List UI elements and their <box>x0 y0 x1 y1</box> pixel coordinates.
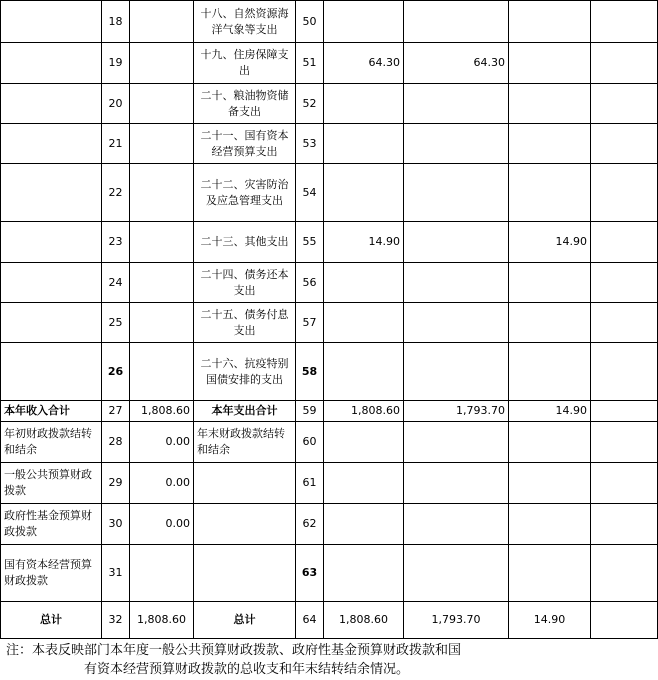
table-row <box>1 343 658 401</box>
state-capital-budget-amount <box>591 43 658 84</box>
general-budget-amount <box>404 263 509 303</box>
table-row <box>1 422 658 463</box>
expense-line-number: 64 <box>296 602 324 639</box>
income-item-cell <box>1 222 102 263</box>
expense-item-cell: 二十二、灾害防治及应急管理支出 <box>194 164 296 222</box>
state-capital-budget-amount <box>591 504 658 545</box>
income-item-cell: 本年收入合计 <box>1 401 102 422</box>
income-amount <box>130 84 194 124</box>
expense-total: 1,808.60 <box>324 602 404 639</box>
general-budget-amount <box>404 303 509 343</box>
table-row <box>1 124 658 164</box>
income-amount <box>130 1 194 43</box>
income-item-cell <box>1 343 102 401</box>
income-line-number: 25 <box>102 303 130 343</box>
state-capital-budget-amount <box>591 263 658 303</box>
fund-budget-amount <box>509 343 591 401</box>
expense-item-cell <box>194 545 296 602</box>
general-budget-amount: 64.30 <box>404 43 509 84</box>
state-capital-budget-amount <box>591 222 658 263</box>
fund-budget-amount: 14.90 <box>509 401 591 422</box>
expense-total <box>324 263 404 303</box>
income-line-number: 21 <box>102 124 130 164</box>
expense-item-cell <box>194 463 296 504</box>
income-line-number: 30 <box>102 504 130 545</box>
general-budget-amount <box>404 545 509 602</box>
expense-item-cell: 年末财政拨款结转和结余 <box>194 422 296 463</box>
footnote-line-2: 有资本经营预算财政拨款的总收支和年末结转结余情况。 <box>84 662 410 677</box>
fund-budget-amount <box>509 1 591 43</box>
income-item-cell: 总计 <box>1 602 102 639</box>
income-item-cell: 一般公共预算财政拨款 <box>1 463 102 504</box>
table-row <box>1 43 658 84</box>
table-row <box>1 504 658 545</box>
expense-item-cell: 本年支出合计 <box>194 401 296 422</box>
income-line-number: 18 <box>102 1 130 43</box>
general-budget-amount: 1,793.70 <box>404 602 509 639</box>
income-amount: 1,808.60 <box>130 602 194 639</box>
income-item-cell <box>1 164 102 222</box>
state-capital-budget-amount <box>591 124 658 164</box>
expense-item-cell: 二十四、债务还本支出 <box>194 263 296 303</box>
income-amount <box>130 164 194 222</box>
income-item-cell: 年初财政拨款结转和结余 <box>1 422 102 463</box>
expense-line-number: 61 <box>296 463 324 504</box>
table-row <box>1 1 658 43</box>
expense-item-cell: 二十、粮油物资储备支出 <box>194 84 296 124</box>
expense-total <box>324 164 404 222</box>
fund-budget-amount <box>509 504 591 545</box>
expense-total <box>324 1 404 43</box>
general-budget-amount <box>404 222 509 263</box>
income-line-number: 20 <box>102 84 130 124</box>
expense-line-number: 58 <box>296 343 324 401</box>
expense-total <box>324 343 404 401</box>
expense-item-cell: 二十三、其他支出 <box>194 222 296 263</box>
expense-item-cell: 二十五、债务付息支出 <box>194 303 296 343</box>
income-line-number: 27 <box>102 401 130 422</box>
expense-line-number: 54 <box>296 164 324 222</box>
expense-line-number: 59 <box>296 401 324 422</box>
income-amount: 0.00 <box>130 422 194 463</box>
table-row <box>1 545 658 602</box>
expense-total <box>324 422 404 463</box>
income-amount: 0.00 <box>130 463 194 504</box>
income-amount <box>130 303 194 343</box>
fund-budget-amount <box>509 303 591 343</box>
state-capital-budget-amount <box>591 602 658 639</box>
expense-line-number: 60 <box>296 422 324 463</box>
income-line-number: 31 <box>102 545 130 602</box>
income-line-number: 26 <box>102 343 130 401</box>
expense-item-cell: 二十一、国有资本经营预算支出 <box>194 124 296 164</box>
state-capital-budget-amount <box>591 463 658 504</box>
income-item-cell <box>1 84 102 124</box>
expense-total <box>324 463 404 504</box>
income-line-number: 24 <box>102 263 130 303</box>
income-amount: 1,808.60 <box>130 401 194 422</box>
general-budget-amount <box>404 463 509 504</box>
state-capital-budget-amount <box>591 343 658 401</box>
expense-total <box>324 504 404 545</box>
fund-budget-amount <box>509 164 591 222</box>
income-amount <box>130 263 194 303</box>
footnote-line-1: 注：本表反映部门本年度一般公共预算财政拨款、政府性基金预算财政拨款和国 <box>6 643 462 658</box>
general-budget-amount <box>404 1 509 43</box>
expense-item-cell: 十九、住房保障支出 <box>194 43 296 84</box>
general-budget-amount <box>404 164 509 222</box>
income-line-number: 22 <box>102 164 130 222</box>
income-item-cell <box>1 43 102 84</box>
table-row-grand-total <box>1 602 658 639</box>
fund-budget-amount <box>509 545 591 602</box>
fund-budget-amount <box>509 43 591 84</box>
expense-line-number: 51 <box>296 43 324 84</box>
general-budget-amount <box>404 84 509 124</box>
fund-budget-amount <box>509 84 591 124</box>
expense-item-cell: 二十六、抗疫特别国债安排的支出 <box>194 343 296 401</box>
expense-total <box>324 124 404 164</box>
expense-item-cell: 总计 <box>194 602 296 639</box>
table-row <box>1 84 658 124</box>
state-capital-budget-amount <box>591 1 658 43</box>
fund-budget-amount <box>509 463 591 504</box>
income-amount <box>130 222 194 263</box>
table-row <box>1 303 658 343</box>
income-amount <box>130 343 194 401</box>
income-line-number: 19 <box>102 43 130 84</box>
income-item-cell <box>1 1 102 43</box>
expense-line-number: 62 <box>296 504 324 545</box>
income-item-cell <box>1 124 102 164</box>
state-capital-budget-amount <box>591 164 658 222</box>
general-budget-amount <box>404 124 509 164</box>
table-footnote <box>6 641 656 679</box>
income-amount: 0.00 <box>130 504 194 545</box>
income-line-number: 28 <box>102 422 130 463</box>
expense-total <box>324 303 404 343</box>
expense-line-number: 55 <box>296 222 324 263</box>
general-budget-amount: 1,793.70 <box>404 401 509 422</box>
general-budget-amount <box>404 422 509 463</box>
expense-item-cell: 十八、自然资源海洋气象等支出 <box>194 1 296 43</box>
expense-line-number: 52 <box>296 84 324 124</box>
fund-budget-amount <box>509 422 591 463</box>
state-capital-budget-amount <box>591 422 658 463</box>
expense-total <box>324 545 404 602</box>
expense-total: 14.90 <box>324 222 404 263</box>
income-amount <box>130 43 194 84</box>
expense-item-cell <box>194 504 296 545</box>
expense-total: 64.30 <box>324 43 404 84</box>
fund-budget-amount: 14.90 <box>509 602 591 639</box>
income-amount <box>130 545 194 602</box>
income-line-number: 29 <box>102 463 130 504</box>
table-row-annual-total <box>1 401 658 422</box>
income-item-cell: 国有资本经营预算财政拨款 <box>1 545 102 602</box>
fund-budget-amount <box>509 124 591 164</box>
general-budget-amount <box>404 504 509 545</box>
state-capital-budget-amount <box>591 401 658 422</box>
income-amount <box>130 124 194 164</box>
state-capital-budget-amount <box>591 84 658 124</box>
income-line-number: 32 <box>102 602 130 639</box>
fund-budget-amount: 14.90 <box>509 222 591 263</box>
table-row <box>1 263 658 303</box>
state-capital-budget-amount <box>591 545 658 602</box>
fund-budget-amount <box>509 263 591 303</box>
state-capital-budget-amount <box>591 303 658 343</box>
income-item-cell <box>1 303 102 343</box>
expense-total <box>324 84 404 124</box>
expense-line-number: 57 <box>296 303 324 343</box>
table-row <box>1 463 658 504</box>
table-row <box>1 222 658 263</box>
expense-line-number: 53 <box>296 124 324 164</box>
income-line-number: 23 <box>102 222 130 263</box>
expense-line-number: 56 <box>296 263 324 303</box>
expense-line-number: 63 <box>296 545 324 602</box>
table-row <box>1 164 658 222</box>
income-item-cell: 政府性基金预算财政拨款 <box>1 504 102 545</box>
expense-line-number: 50 <box>296 1 324 43</box>
general-budget-amount <box>404 343 509 401</box>
income-item-cell <box>1 263 102 303</box>
expense-total: 1,808.60 <box>324 401 404 422</box>
